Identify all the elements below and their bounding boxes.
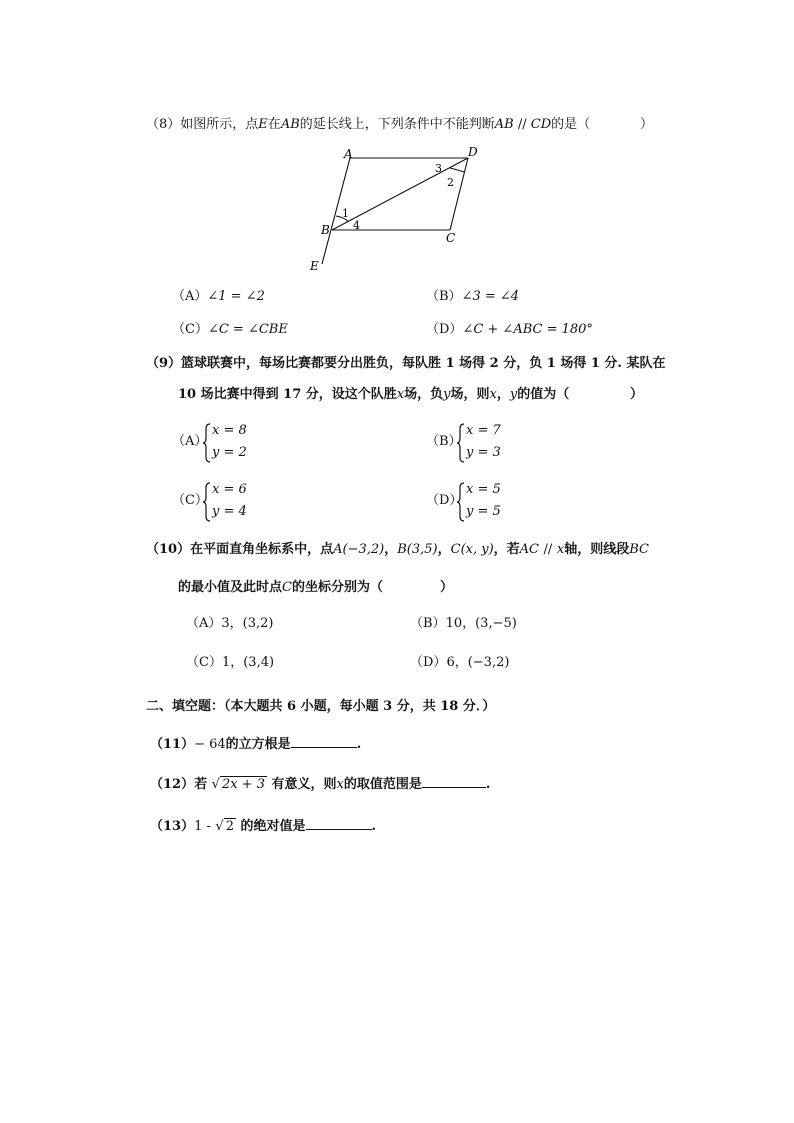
angle-arc-d [450,168,464,172]
q9-option-c-eq2: y = 4 [212,504,247,519]
q8-option-c-key: （C） [172,322,208,337]
q10-option-c-key: （C） [186,655,222,670]
q10-x-axis: x [556,542,565,557]
q12-number: （12） [150,777,195,792]
brace-icon [456,423,466,463]
q9-option-a-eq1: x = 8 [212,423,247,438]
q12-var-x: x [336,777,344,792]
angle-label-4: 4 [353,219,360,232]
section2-title: 二、填空题：（本大题共 6 小题，每小题 3 分，共 18 分．） [146,699,496,714]
q8-option-c[interactable] [172,321,288,339]
q12-mid-a: 有意义，则 [271,777,337,792]
q12-pre: 若 [194,777,208,792]
q10-option-a-text: 3，(3,2) [221,616,274,631]
q9-option-b-eq1: x = 7 [466,423,501,438]
q9-option-c-eq1: x = 6 [212,482,247,497]
q10-option-b-text: 10，(3,−5) [445,616,517,631]
q9-line2-text-d: 的值为（ [517,387,570,402]
q8-option-d-key: （D） [426,322,463,337]
q10-stem-line2 [178,579,383,597]
q12-answer-blank[interactable] [422,773,486,788]
q9-option-a-system [202,423,282,463]
q9-close-paren: ） [630,387,644,402]
q12-end: . [485,777,491,792]
q10-option-c-text: 1，(3,4) [221,655,275,670]
q9-line1-text: 篮球联赛中，每场比赛都要分出胜负，每队胜 1 场得 2 分，负 1 场得 1 分. 某队在 [181,356,666,371]
q10-sep2: ， [437,542,451,557]
q10-line1-text-a: 在平面直角坐标系中，点 [190,542,334,557]
q10-option-d[interactable] [410,654,509,672]
q11-answer-blank[interactable] [291,733,357,748]
q8-number: （8） [146,117,181,132]
brace-icon [456,482,466,522]
q8-option-d-text: ∠C + ∠ABC = 180° [462,322,593,337]
q8-parallelogram-figure [300,140,480,275]
q8-segment-ab-2: AB [494,117,514,132]
q8-parallel-sign: // [517,117,527,132]
q9-option-a-eq2: y = 2 [212,445,247,460]
sqrt-icon: √ [215,819,224,834]
q9-option-c-system [202,482,282,522]
q8-segment-cd: CD [530,117,552,132]
angle-label-2: 2 [447,176,454,189]
q10-segment-bc: BC [629,542,649,557]
label-b: B [321,223,330,237]
q8-option-c-text: ∠C = ∠CBE [207,322,288,337]
q11-text: 的立方根是 [225,737,291,752]
q10-parallel-sign: // [543,542,553,557]
q8-segment-ab: AB [280,117,300,132]
q10-option-d-text: 6，(−3,2) [446,655,510,670]
q13 [150,815,376,836]
q13-end: . [371,819,377,834]
q8-stem [146,116,590,134]
q8-option-a-text: ∠1 = ∠2 [207,289,265,304]
q9-option-b-system [456,423,536,463]
q12 [150,773,490,794]
q9-option-d-eq2: y = 5 [466,504,501,519]
q12-mid-b: 的取值范围是 [343,777,422,792]
q10-segment-ac: AC [519,542,540,557]
q13-radicand: 2 [225,819,234,834]
q8-option-b-text: ∠3 = ∠4 [461,289,520,304]
q8-option-b-key: （B） [426,289,462,304]
q8-close-paren: ） [640,117,654,132]
q9-option-d-system [456,482,536,522]
q9-option-d-key[interactable]: （D） [426,493,463,508]
q8-option-b[interactable] [426,288,519,306]
q10-point-c: C(x, y) [450,542,494,557]
angle-label-1: 1 [342,207,349,220]
q10-option-a-key: （A） [186,616,222,631]
q8-option-d[interactable] [426,321,593,339]
q9-stem-line2 [178,386,569,404]
q10-line2-text-a: 的最小值及此时点 [178,580,283,595]
q11-end: . [356,737,362,752]
q13-text: 的绝对值是 [240,819,306,834]
label-e: E [310,259,319,273]
q13-pre: 1 - [194,819,211,834]
q9-option-b-eq2: y = 3 [466,445,501,460]
q10-option-b[interactable] [410,615,517,633]
q8-point-e: E [258,117,268,132]
q9-number: （9） [146,356,182,371]
q12-radicand: 2x + 3 [221,777,265,792]
q8-option-a-key: （A） [172,289,208,304]
q10-sep1: ， [384,542,398,557]
q13-number: （13） [150,819,195,834]
q9-line2-text-c: 场，则 [450,387,490,402]
q10-option-a[interactable] [186,615,273,633]
q10-close-paren: ） [440,580,454,595]
q9-line2-text-a: 10 场比赛中得到 17 分，设这个队胜 [178,387,397,402]
brace-icon [202,482,212,522]
q9-stem-line1 [146,355,666,373]
q9-var-x-2: x [489,387,497,402]
q11-number: （11） [150,737,195,752]
q9-comma: ， [496,387,510,402]
q9-line2-text-b: 场，负 [404,387,444,402]
brace-icon [202,423,212,463]
q10-line2-text-b: 的坐标分别为（ [291,580,383,595]
q8-stem-text-a: 如图所示，点 [180,117,259,132]
q13-answer-blank[interactable] [306,815,372,830]
q10-option-b-key: （B） [410,616,446,631]
q9-option-b-key[interactable]: （B） [426,434,462,449]
q10-point-b: B(3,5) [397,542,438,557]
q10-option-c[interactable] [186,654,274,672]
q11-expr: − 64 [194,737,226,752]
sqrt-icon: √ [211,777,220,792]
q9-var-x: x [396,387,405,402]
q10-line1-text-b: ，若 [493,542,520,557]
q8-stem-text-c: 的延长线上，下列条件中不能判断 [299,117,495,132]
q9-var-y-2: y [509,387,518,402]
q11 [150,733,361,754]
q9-option-a-key[interactable]: （A） [172,434,208,449]
q9-var-y: y [443,387,451,402]
q8-option-a[interactable] [172,288,265,306]
q10-point-c-label: C [282,580,292,595]
q10-point-a: A(−3,2) [333,542,385,557]
label-a: A [344,147,353,161]
label-d: D [468,145,478,159]
q8-stem-text-b: 在 [267,117,281,132]
angle-label-3: 3 [435,162,442,175]
q10-line1-text-c: 轴，则线段 [564,542,630,557]
q10-option-d-key: （D） [410,655,447,670]
q8-stem-text-d: 的是（ [551,117,591,132]
q10-stem-line1 [146,541,649,559]
label-c: C [446,231,456,245]
q10-number: （10） [146,542,191,557]
q9-option-d-eq1: x = 5 [466,482,501,497]
q9-option-c-key[interactable]: （C） [172,493,208,508]
